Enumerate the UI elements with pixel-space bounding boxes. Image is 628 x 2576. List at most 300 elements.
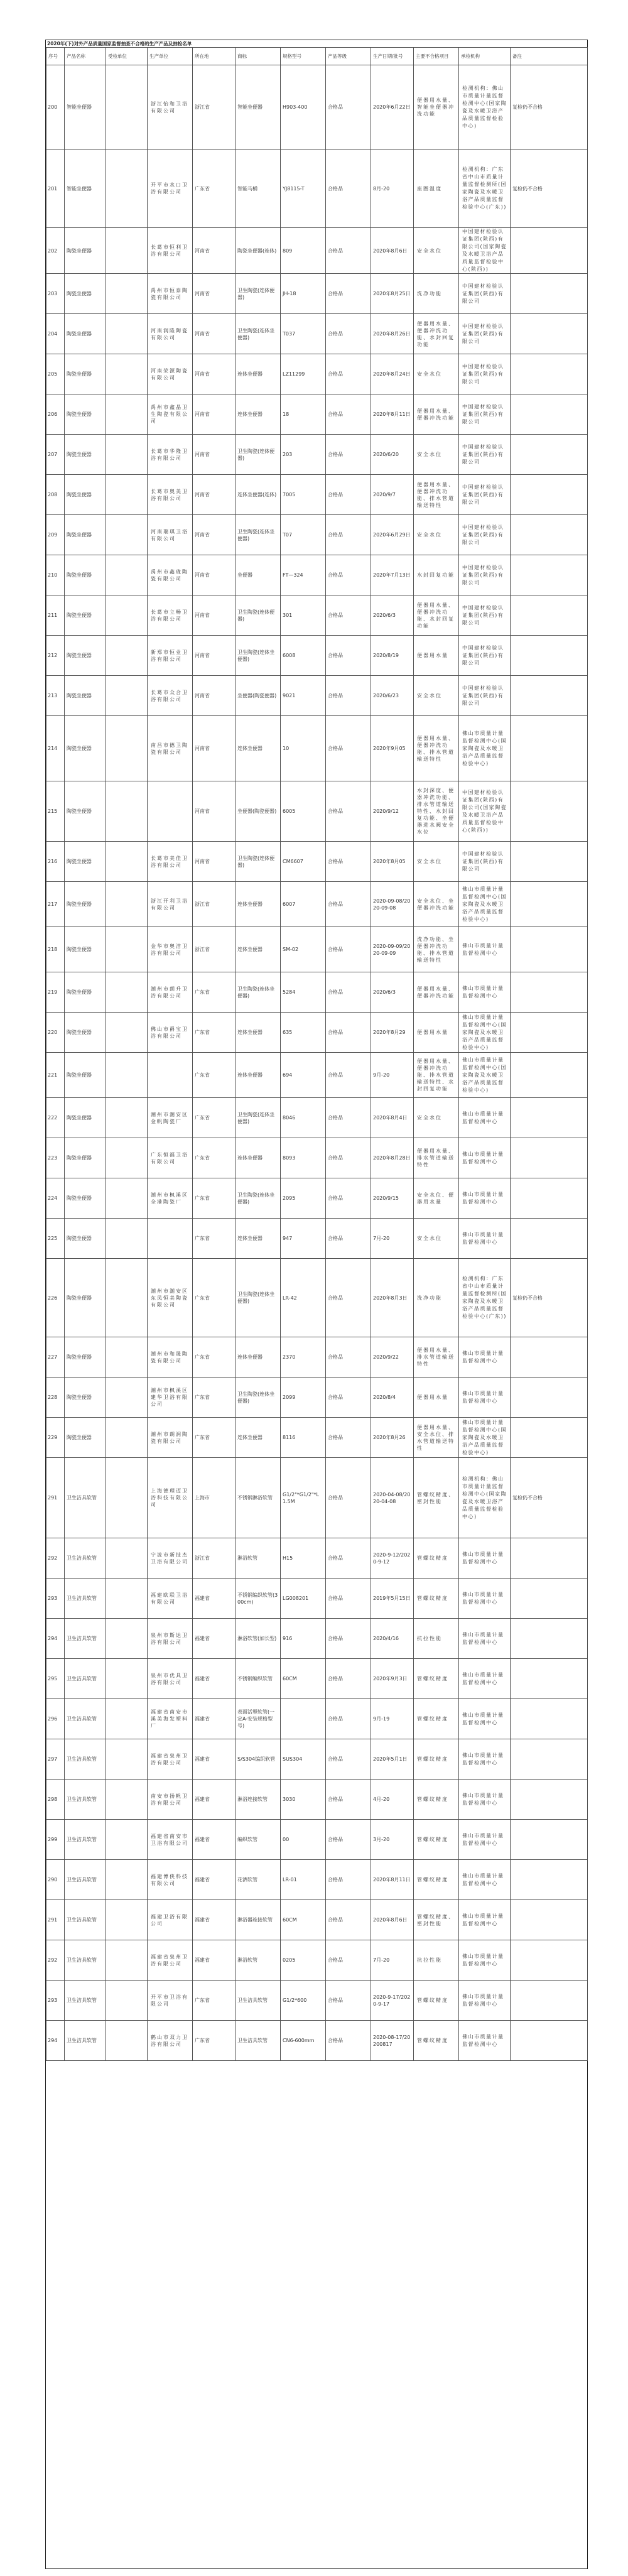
- grade-cell: 合格品: [326, 1053, 371, 1098]
- inspection-agency-cell: 佛山市质量计量监督检测中心(国家陶瓷及水暖卫浴产品质量监督检验中心): [459, 716, 511, 781]
- region-cell: 广东省: [193, 1259, 236, 1337]
- table-row: [46, 1138, 588, 1178]
- product-name-cell: 陶瓷坐便器: [65, 515, 106, 555]
- spec-cell: 10: [281, 716, 326, 781]
- producer-cell: 新郑市恒业卫浴有限公司: [148, 636, 193, 676]
- inspected-unit-cell: [106, 515, 148, 555]
- failed-item-cell: 便器用水量、安全水位、排水管道输送特性: [414, 1418, 459, 1458]
- inspected-unit-cell: [106, 1699, 148, 1739]
- spec-cell: LG008201: [281, 1579, 326, 1619]
- spec-cell: CM6607: [281, 842, 326, 882]
- inspection-agency-cell: 检测机构：佛山市质量计量监督检测中心(国家陶瓷及水暖卫浴产品质量监督检验中心): [459, 65, 511, 149]
- remark-cell: [511, 927, 588, 972]
- remark-cell: [511, 1860, 588, 1900]
- row-number: 210: [46, 555, 65, 595]
- remark-cell: [511, 314, 588, 354]
- product-name-cell: 陶瓷坐便器: [65, 475, 106, 515]
- producer-cell: 河南润隆陶瓷有限公司: [148, 314, 193, 354]
- grade-cell: 合格品: [326, 354, 371, 394]
- producer-cell: 禹州市鑫晶卫生陶瓷有限公司: [148, 394, 193, 435]
- producer-cell: 福建欧联卫浴有限公司: [148, 1579, 193, 1619]
- remark-cell: [511, 1418, 588, 1458]
- producer-cell: 长葛市立畅卫浴有限公司: [148, 595, 193, 636]
- grade-cell: 合格品: [326, 1619, 371, 1659]
- production-date-cell: 2020年8月26: [371, 1418, 414, 1458]
- producer-cell: [148, 1219, 193, 1259]
- remark-cell: [511, 1940, 588, 1981]
- column-header: 承检机构: [459, 48, 511, 65]
- table-row: [46, 636, 588, 676]
- row-number: 229: [46, 1418, 65, 1458]
- table-row: [46, 149, 588, 228]
- region-cell: 福建省: [193, 1780, 236, 1820]
- row-number: 294: [46, 2021, 65, 2061]
- row-number: 200: [46, 65, 65, 149]
- remark-cell: [511, 435, 588, 475]
- remark-cell: [511, 636, 588, 676]
- grade-cell: 合格品: [326, 1418, 371, 1458]
- inspected-unit-cell: [106, 1739, 148, 1780]
- spec-cell: LR-01: [281, 1860, 326, 1900]
- producer-cell: 潮州市潮安区金帆陶瓷厂: [148, 1098, 193, 1138]
- producer-cell: 长葛市华隆卫浴有限公司: [148, 435, 193, 475]
- inspected-unit-cell: [106, 1259, 148, 1337]
- product-name-cell: 陶瓷坐便器: [65, 595, 106, 636]
- production-date-cell: 2020年8月11日: [371, 1860, 414, 1900]
- model-cell: 卫生陶瓷(连体坐便器): [236, 636, 281, 676]
- failed-item-cell: 管螺纹精度: [414, 1820, 459, 1860]
- inspected-unit-cell: [106, 1178, 148, 1219]
- grade-cell: 合格品: [326, 555, 371, 595]
- inspection-agency-cell: 中国建材检验认证集团(陕西)有限公司: [459, 842, 511, 882]
- grade-cell: 合格品: [326, 1337, 371, 1378]
- product-name-cell: 卫生洁具软管: [65, 1619, 106, 1659]
- producer-cell: 潮州市枫溪区全港陶瓷厂: [148, 1178, 193, 1219]
- column-header: 生产单位: [148, 48, 193, 65]
- remark-cell: [511, 882, 588, 927]
- product-name-cell: 智能坐便器: [65, 65, 106, 149]
- model-cell: 淋浴连接软管: [236, 1780, 281, 1820]
- grade-cell: 合格品: [326, 1820, 371, 1860]
- failed-item-cell: 便器用水量、智能坐便器冲洗功能: [414, 65, 459, 149]
- row-number: 299: [46, 1820, 65, 1860]
- producer-cell: 潮州市潮安区东凤恒美陶瓷有限公司: [148, 1259, 193, 1337]
- column-header: 序号: [46, 48, 65, 65]
- grade-cell: 合格品: [326, 1699, 371, 1739]
- remark-cell: [511, 1098, 588, 1138]
- spec-cell: 5284: [281, 972, 326, 1013]
- remark-cell: [511, 555, 588, 595]
- remark-cell: [511, 1178, 588, 1219]
- product-name-cell: 陶瓷坐便器: [65, 716, 106, 781]
- table-row: [46, 927, 588, 972]
- failed-item-cell: 管螺纹精度: [414, 1538, 459, 1579]
- spec-cell: LZ11299: [281, 354, 326, 394]
- remark-cell: [511, 1981, 588, 2021]
- region-cell: 河南省: [193, 676, 236, 716]
- table-row: [46, 274, 588, 314]
- model-cell: 卫生洁具软管: [236, 2021, 281, 2061]
- row-number: 294: [46, 1619, 65, 1659]
- grade-cell: 合格品: [326, 1579, 371, 1619]
- table-row: [46, 515, 588, 555]
- product-name-cell: 陶瓷坐便器: [65, 274, 106, 314]
- table-row: [46, 1053, 588, 1098]
- production-date-cell: 2020年9月05: [371, 716, 414, 781]
- failed-item-cell: 座圈温度: [414, 149, 459, 228]
- grade-cell: 合格品: [326, 1659, 371, 1699]
- product-name-cell: 陶瓷坐便器: [65, 1418, 106, 1458]
- table-row: [46, 1860, 588, 1900]
- spec-cell: 9021: [281, 676, 326, 716]
- grade-cell: 合格品: [326, 1780, 371, 1820]
- failed-item-cell: 管螺纹精度: [414, 1699, 459, 1739]
- product-name-cell: 陶瓷坐便器: [65, 314, 106, 354]
- model-cell: 卫生陶瓷(连体坐便器): [236, 972, 281, 1013]
- table-row: [46, 65, 588, 149]
- failed-item-cell: 安全水位、便器用水量: [414, 1178, 459, 1219]
- region-cell: 广东省: [193, 1981, 236, 2021]
- inspected-unit-cell: [106, 1053, 148, 1098]
- inspection-agency-cell: 佛山市质量计量监督检测中心: [459, 1538, 511, 1579]
- model-cell: 卫生陶瓷(连体便器): [236, 274, 281, 314]
- product-name-cell: 陶瓷坐便器: [65, 676, 106, 716]
- row-number: 221: [46, 1053, 65, 1098]
- page-title: 2020年(下)对外产品质量国家监督抽查不合格的生产产品及抽检名单: [47, 41, 192, 46]
- region-cell: 福建省: [193, 1579, 236, 1619]
- spec-cell: 6008: [281, 636, 326, 676]
- failed-item-cell: 便器用水量: [414, 1378, 459, 1418]
- remark-cell: [511, 2021, 588, 2061]
- producer-cell: 开平市卫浴有限公司: [148, 1981, 193, 2021]
- column-header: 产品等级: [326, 48, 371, 65]
- remark-cell: [511, 1013, 588, 1053]
- spec-cell: 8093: [281, 1138, 326, 1178]
- region-cell: 河南省: [193, 595, 236, 636]
- inspection-agency-cell: 佛山市质量计量监督检测中心(国家陶瓷及水暖卫浴产品质量监督检验中心): [459, 1013, 511, 1053]
- grade-cell: 合格品: [326, 1138, 371, 1178]
- producer-cell: 泉州市优具卫浴有限公司: [148, 1659, 193, 1699]
- remark-cell: [511, 595, 588, 636]
- spec-cell: T07: [281, 515, 326, 555]
- product-name-cell: 卫生洁具软管: [65, 1458, 106, 1538]
- column-header: 主要不合格项目: [414, 48, 459, 65]
- spec-cell: SUS304: [281, 1739, 326, 1780]
- producer-cell: 佛山市爵宝卫浴有限公司: [148, 1013, 193, 1053]
- grade-cell: 合格品: [326, 1860, 371, 1900]
- production-date-cell: 4月-20: [371, 1780, 414, 1820]
- product-name-cell: 陶瓷坐便器: [65, 781, 106, 842]
- inspected-unit-cell: [106, 65, 148, 149]
- spec-cell: 0205: [281, 1940, 326, 1981]
- product-name-cell: 卫生洁具软管: [65, 1860, 106, 1900]
- remark-cell: [511, 781, 588, 842]
- row-number: 298: [46, 1780, 65, 1820]
- inspected-unit-cell: [106, 1418, 148, 1458]
- region-cell: 广东省: [193, 1219, 236, 1259]
- row-number: 290: [46, 1860, 65, 1900]
- defect-table: [46, 47, 588, 2061]
- region-cell: 广东省: [193, 972, 236, 1013]
- product-name-cell: 卫生洁具软管: [65, 1900, 106, 1940]
- table-header-row: [46, 48, 588, 65]
- grade-cell: 合格品: [326, 1219, 371, 1259]
- failed-item-cell: 便器用水量、便器冲洗功能、排水管道输送特性: [414, 475, 459, 515]
- region-cell: 河南省: [193, 314, 236, 354]
- model-cell: 卫生陶瓷(连体便器): [236, 842, 281, 882]
- producer-cell: 禹州市鑫珑陶瓷有限公司: [148, 555, 193, 595]
- failed-item-cell: 安全水位: [414, 435, 459, 475]
- inspected-unit-cell: [106, 1098, 148, 1138]
- product-name-cell: 陶瓷坐便器: [65, 228, 106, 274]
- production-date-cell: 2020年6月22日: [371, 65, 414, 149]
- model-cell: S/S304编织软管: [236, 1739, 281, 1780]
- inspection-agency-cell: 检测机构：佛山市质量计量监督检测中心(国家陶瓷及水暖卫浴产品质量监督检验中心): [459, 1458, 511, 1538]
- row-number: 209: [46, 515, 65, 555]
- table-row: [46, 475, 588, 515]
- inspection-agency-cell: 中国建材检验认证集团(陕西)有限公司: [459, 515, 511, 555]
- grade-cell: 合格品: [326, 842, 371, 882]
- grade-cell: 合格品: [326, 595, 371, 636]
- region-cell: 广东省: [193, 1053, 236, 1098]
- region-cell: 广东省: [193, 1013, 236, 1053]
- producer-cell: 福建博侠科技有限公司: [148, 1860, 193, 1900]
- product-name-cell: 卫生洁具软管: [65, 1739, 106, 1780]
- column-header: 备注: [511, 48, 588, 65]
- row-number: 220: [46, 1013, 65, 1053]
- model-cell: 淋浴软管: [236, 1940, 281, 1981]
- inspected-unit-cell: [106, 1337, 148, 1378]
- table-row: [46, 842, 588, 882]
- region-cell: 福建省: [193, 1940, 236, 1981]
- failed-item-cell: 便器用水量、排水管道输送特性: [414, 1337, 459, 1378]
- spec-cell: 203: [281, 435, 326, 475]
- spec-cell: 60CM: [281, 1900, 326, 1940]
- model-cell: 连体坐便器: [236, 354, 281, 394]
- inspection-agency-cell: 佛山市质量计量监督检测中心: [459, 1659, 511, 1699]
- inspection-agency-cell: 中国建材检验认证集团(陕西)有限公司: [459, 314, 511, 354]
- failed-item-cell: 管螺纹精度: [414, 1780, 459, 1820]
- inspected-unit-cell: [106, 1378, 148, 1418]
- failed-item-cell: 便器用水量、排水管道输送特性: [414, 1138, 459, 1178]
- failed-item-cell: 管螺纹精度: [414, 1739, 459, 1780]
- production-date-cell: 2020/4/16: [371, 1619, 414, 1659]
- failed-item-cell: 安全水位: [414, 228, 459, 274]
- region-cell: 广东省: [193, 1138, 236, 1178]
- production-date-cell: 2020年8月3日: [371, 1259, 414, 1337]
- grade-cell: 合格品: [326, 228, 371, 274]
- producer-cell: 长葛市美佳卫浴有限公司: [148, 842, 193, 882]
- region-cell: 福建省: [193, 1619, 236, 1659]
- grade-cell: 合格品: [326, 1098, 371, 1138]
- spec-cell: LR-42: [281, 1259, 326, 1337]
- grade-cell: 合格品: [326, 475, 371, 515]
- failed-item-cell: 管螺纹精度、密封性能: [414, 1458, 459, 1538]
- producer-cell: 浙江开利卫浴有限公司: [148, 882, 193, 927]
- producer-cell: 福建卫浴有限公司: [148, 1900, 193, 1940]
- region-cell: 河南省: [193, 435, 236, 475]
- product-name-cell: 陶瓷坐便器: [65, 972, 106, 1013]
- region-cell: 河南省: [193, 274, 236, 314]
- product-name-cell: 卫生洁具软管: [65, 1659, 106, 1699]
- row-number: 201: [46, 149, 65, 228]
- failed-item-cell: 便器用水量、便器冲洗功能: [414, 394, 459, 435]
- remark-cell: [511, 972, 588, 1013]
- row-number: 227: [46, 1337, 65, 1378]
- grade-cell: 合格品: [326, 1538, 371, 1579]
- model-cell: 连体坐便器: [236, 1013, 281, 1053]
- production-date-cell: 2020-9-12/2020-9-12: [371, 1538, 414, 1579]
- spec-cell: T037: [281, 314, 326, 354]
- spec-cell: 3030: [281, 1780, 326, 1820]
- inspected-unit-cell: [106, 394, 148, 435]
- producer-cell: 长葛市奥美卫浴有限公司: [148, 475, 193, 515]
- failed-item-cell: 便器用水量: [414, 636, 459, 676]
- producer-cell: 河南荣源陶瓷有限公司: [148, 354, 193, 394]
- producer-cell: 福建省泉州卫浴有限公司: [148, 1739, 193, 1780]
- inspected-unit-cell: [106, 1013, 148, 1053]
- producer-cell: 潮州市朗润陶瓷有限公司: [148, 1418, 193, 1458]
- inspection-agency-cell: 佛山市质量计量监督检测中心: [459, 1378, 511, 1418]
- inspection-agency-cell: 佛山市质量计量监督检测中心: [459, 1178, 511, 1219]
- row-number: 203: [46, 274, 65, 314]
- table-row: [46, 1780, 588, 1820]
- inspection-agency-cell: 中国建材检验认证集团(陕西)有限公司(国家陶瓷及水暖卫浴产品质量监督检验中心(陕西)): [459, 228, 511, 274]
- row-number: 207: [46, 435, 65, 475]
- grade-cell: 合格品: [326, 2021, 371, 2061]
- row-number: 296: [46, 1699, 65, 1739]
- spec-cell: 635: [281, 1013, 326, 1053]
- production-date-cell: 2020年6月29日: [371, 515, 414, 555]
- inspection-agency-cell: 中国建材检验认证集团(陕西)有限公司: [459, 555, 511, 595]
- inspected-unit-cell: [106, 716, 148, 781]
- row-number: 292: [46, 1538, 65, 1579]
- region-cell: 福建省: [193, 1739, 236, 1780]
- row-number: 205: [46, 354, 65, 394]
- table-row: [46, 1458, 588, 1538]
- model-cell: 卫生洁具软管: [236, 1981, 281, 2021]
- producer-cell: 鹤山市双力卫浴有限公司: [148, 2021, 193, 2061]
- inspection-agency-cell: 佛山市质量计量监督检测中心(国家陶瓷及水暖卫浴产品质量监督检验中心): [459, 1418, 511, 1458]
- model-cell: 智能坐便器: [236, 65, 281, 149]
- column-header: 产品名称: [65, 48, 106, 65]
- model-cell: 卫生陶瓷(连体坐便器): [236, 1178, 281, 1219]
- inspection-agency-cell: 佛山市质量计量监督检测中心: [459, 1579, 511, 1619]
- model-cell: 连体坐便器: [236, 1337, 281, 1378]
- inspected-unit-cell: [106, 228, 148, 274]
- row-number: 202: [46, 228, 65, 274]
- remark-cell: [511, 1219, 588, 1259]
- model-cell: 不锈钢编织软管(300cm): [236, 1579, 281, 1619]
- production-date-cell: 2020/9/7: [371, 475, 414, 515]
- model-cell: 坐便器(陶瓷便器): [236, 781, 281, 842]
- inspected-unit-cell: [106, 595, 148, 636]
- model-cell: 卫生陶瓷(连体便器): [236, 435, 281, 475]
- production-date-cell: 2020年8月29: [371, 1013, 414, 1053]
- remark-cell: [511, 1699, 588, 1739]
- spec-cell: JH-18: [281, 274, 326, 314]
- production-date-cell: 2020年8月6日: [371, 1900, 414, 1940]
- product-name-cell: 陶瓷坐便器: [65, 1053, 106, 1098]
- inspected-unit-cell: [106, 1138, 148, 1178]
- column-header: 所在地: [193, 48, 236, 65]
- grade-cell: 合格品: [326, 1981, 371, 2021]
- production-date-cell: 2020/6/23: [371, 676, 414, 716]
- row-number: 208: [46, 475, 65, 515]
- row-number: 293: [46, 1981, 65, 2021]
- spec-cell: 6005: [281, 781, 326, 842]
- product-name-cell: 陶瓷坐便器: [65, 882, 106, 927]
- remark-cell: 复检仍不合格: [511, 149, 588, 228]
- inspected-unit-cell: [106, 1619, 148, 1659]
- remark-cell: [511, 1378, 588, 1418]
- region-cell: 广东省: [193, 149, 236, 228]
- failed-item-cell: 管螺纹精度: [414, 1659, 459, 1699]
- remark-cell: [511, 1053, 588, 1098]
- row-number: 222: [46, 1098, 65, 1138]
- production-date-cell: 2020年5月1日: [371, 1739, 414, 1780]
- spec-cell: G1/2*600: [281, 1981, 326, 2021]
- column-header: 商标: [236, 48, 281, 65]
- product-name-cell: 陶瓷坐便器: [65, 555, 106, 595]
- producer-cell: 福建省南安市溪美海发塑料厂: [148, 1699, 193, 1739]
- model-cell: 陶瓷坐便器(连体): [236, 228, 281, 274]
- remark-cell: 复检仍不合格: [511, 1458, 588, 1538]
- production-date-cell: 2020-08-17/20200817: [371, 2021, 414, 2061]
- product-name-cell: 卫生洁具软管: [65, 1981, 106, 2021]
- production-date-cell: 7月-20: [371, 1219, 414, 1259]
- remark-cell: [511, 1780, 588, 1820]
- region-cell: 上海市: [193, 1458, 236, 1538]
- row-number: 226: [46, 1259, 65, 1337]
- row-number: 225: [46, 1219, 65, 1259]
- failed-item-cell: 管螺纹精度: [414, 2021, 459, 2061]
- grade-cell: 合格品: [326, 314, 371, 354]
- production-date-cell: 2020年7月13日: [371, 555, 414, 595]
- row-number: 219: [46, 972, 65, 1013]
- producer-cell: 福建省南安市卫浴有限公司: [148, 1820, 193, 1860]
- table-row: [46, 1538, 588, 1579]
- model-cell: 连体坐便器: [236, 882, 281, 927]
- region-cell: 河南省: [193, 354, 236, 394]
- producer-cell: 长葛市恒利卫浴有限公司: [148, 228, 193, 274]
- producer-cell: 长葛市众合卫浴有限公司: [148, 676, 193, 716]
- product-name-cell: 卫生洁具软管: [65, 1780, 106, 1820]
- inspected-unit-cell: [106, 1458, 148, 1538]
- spec-cell: 2099: [281, 1378, 326, 1418]
- inspected-unit-cell: [106, 1579, 148, 1619]
- producer-cell: 河南瑞琪卫浴有限公司: [148, 515, 193, 555]
- inspection-agency-cell: 佛山市质量计量监督检测中心(国家陶瓷及水暖卫浴产品质量监督检验中心): [459, 1053, 511, 1098]
- model-cell: 编织软管: [236, 1820, 281, 1860]
- inspected-unit-cell: [106, 274, 148, 314]
- table-row: [46, 972, 588, 1013]
- row-number: 291: [46, 1900, 65, 1940]
- inspection-agency-cell: 佛山市质量计量监督检测中心: [459, 1219, 511, 1259]
- production-date-cell: 2020年8月11日: [371, 394, 414, 435]
- production-date-cell: 2020年8月28日: [371, 1138, 414, 1178]
- grade-cell: 合格品: [326, 927, 371, 972]
- product-name-cell: 卫生洁具软管: [65, 2021, 106, 2061]
- spec-cell: 8046: [281, 1098, 326, 1138]
- spec-cell: SM-02: [281, 927, 326, 972]
- region-cell: 浙江省: [193, 1538, 236, 1579]
- inspection-agency-cell: 佛山市质量计量监督检测中心: [459, 1138, 511, 1178]
- failed-item-cell: 安全水位: [414, 1098, 459, 1138]
- row-number: 293: [46, 1579, 65, 1619]
- production-date-cell: 2020年8月4日: [371, 1098, 414, 1138]
- region-cell: 广东省: [193, 1098, 236, 1138]
